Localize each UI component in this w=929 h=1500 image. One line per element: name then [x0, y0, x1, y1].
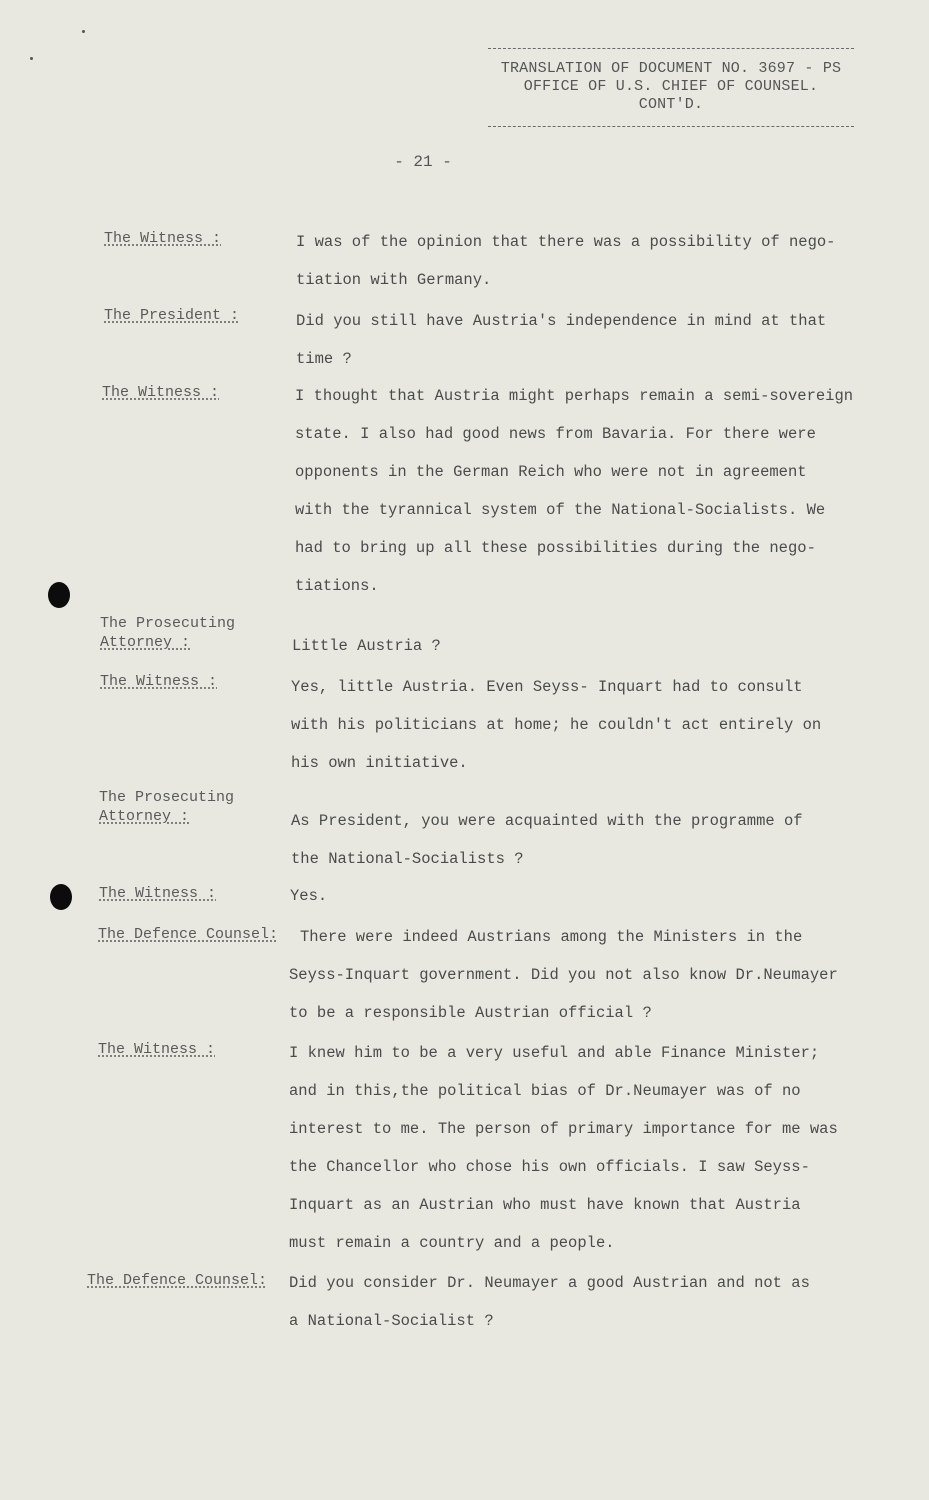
- speaker-name-line-2: Attorney :: [99, 808, 190, 825]
- testimony-text: [296, 231, 836, 307]
- text-line: with his politicians at home; he couldn't act entirely on: [291, 716, 822, 734]
- speaker-label: [98, 925, 278, 944]
- punch-hole: [48, 582, 70, 608]
- speaker-name-line-1: The Prosecuting: [99, 789, 235, 806]
- text-line: had to bring up all these possibilities during the nego-: [295, 539, 816, 557]
- speaker-name: The Witness :: [98, 1041, 216, 1058]
- speaker-name: The Witness :: [104, 230, 222, 247]
- text-line: tiations.: [295, 577, 379, 595]
- header-bottom-rule: [488, 126, 854, 127]
- testimony-text: [290, 885, 327, 923]
- speaker-label: [87, 1271, 267, 1290]
- text-line: Seyss-Inquart government. Did you not also know Dr.Neumayer: [289, 966, 838, 984]
- speaker-name-line-2: Attorney :: [100, 634, 191, 651]
- speaker-label: [99, 788, 234, 826]
- text-line: time ?: [296, 350, 352, 368]
- punch-hole: [50, 884, 72, 910]
- text-line: There were indeed Austrians among the Ministers in the: [300, 928, 803, 946]
- text-line: and in this,the political bias of Dr.Neumayer was of no: [289, 1082, 801, 1100]
- text-line: Inquart as an Austrian who must have known that Austria: [289, 1196, 801, 1214]
- text-line: with the tyrannical system of the National-Socialists. We: [295, 501, 826, 519]
- text-line: Yes.: [290, 887, 328, 905]
- text-line: As President, you were acquainted with the programme of: [291, 812, 803, 830]
- text-line: I thought that Austria might perhaps remain a semi-sovereign: [295, 387, 854, 405]
- speaker-label: [100, 614, 235, 652]
- text-line: tiation with Germany.: [296, 271, 492, 289]
- speaker-label: [98, 1040, 215, 1059]
- speaker-label: [104, 306, 239, 325]
- text-line: Little Austria ?: [292, 637, 441, 655]
- testimony-text-continued: [289, 964, 838, 1040]
- speaker-name: The Defence Counsel:: [98, 926, 279, 943]
- page-number: - 21 -: [394, 153, 452, 171]
- text-line: Did you still have Austria's independence in mind at that: [296, 312, 827, 330]
- paper-speck: [30, 57, 33, 60]
- text-line: Did you consider Dr. Neumayer a good Austrian and not as: [289, 1274, 810, 1292]
- header-top-rule: [488, 48, 854, 49]
- text-line: to be a responsible Austrian official ?: [289, 1004, 652, 1022]
- header-line-2: OFFICE OF U.S. CHIEF OF COUNSEL.: [523, 78, 819, 95]
- text-line: must remain a country and a people.: [289, 1234, 615, 1252]
- speaker-label: [104, 229, 221, 248]
- testimony-text: [300, 926, 802, 964]
- text-line: the National-Socialists ?: [291, 850, 524, 868]
- speaker-name: The Defence Counsel:: [87, 1272, 268, 1289]
- speaker-name: The President :: [104, 307, 240, 324]
- speaker-name-line-1: The Prosecuting: [100, 615, 236, 632]
- testimony-text: [289, 1042, 838, 1270]
- speaker-name: The Witness :: [100, 673, 218, 690]
- text-line: I was of the opinion that there was a possibility of nego-: [296, 233, 836, 251]
- text-line: a National-Socialist ?: [289, 1312, 494, 1330]
- testimony-text: [291, 676, 821, 790]
- testimony-text: [289, 1272, 810, 1348]
- speaker-name: The Witness :: [102, 384, 220, 401]
- speaker-label: [99, 884, 216, 903]
- text-line: his own initiative.: [291, 754, 468, 772]
- testimony-text: [295, 385, 853, 613]
- speaker-label: [100, 672, 217, 691]
- header-line-1: TRANSLATION OF DOCUMENT NO. 3697 - PS: [500, 60, 842, 77]
- testimony-text: [291, 810, 803, 886]
- document-header: [488, 60, 854, 114]
- text-line: I knew him to be a very useful and able Finance Minister;: [289, 1044, 820, 1062]
- testimony-text: [292, 635, 441, 673]
- text-line: opponents in the German Reich who were not in agreement: [295, 463, 807, 481]
- text-line: state. I also had good news from Bavaria. For there were: [295, 425, 816, 443]
- header-line-3: CONT'D.: [638, 96, 704, 113]
- text-line: interest to me. The person of primary importance for me was: [289, 1120, 838, 1138]
- speaker-name: The Witness :: [99, 885, 217, 902]
- paper-speck: [82, 30, 85, 33]
- text-line: the Chancellor who chose his own officials. I saw Seyss-: [289, 1158, 810, 1176]
- testimony-text: [296, 310, 826, 386]
- speaker-label: [102, 383, 219, 402]
- text-line: Yes, little Austria. Even Seyss- Inquart had to consult: [291, 678, 803, 696]
